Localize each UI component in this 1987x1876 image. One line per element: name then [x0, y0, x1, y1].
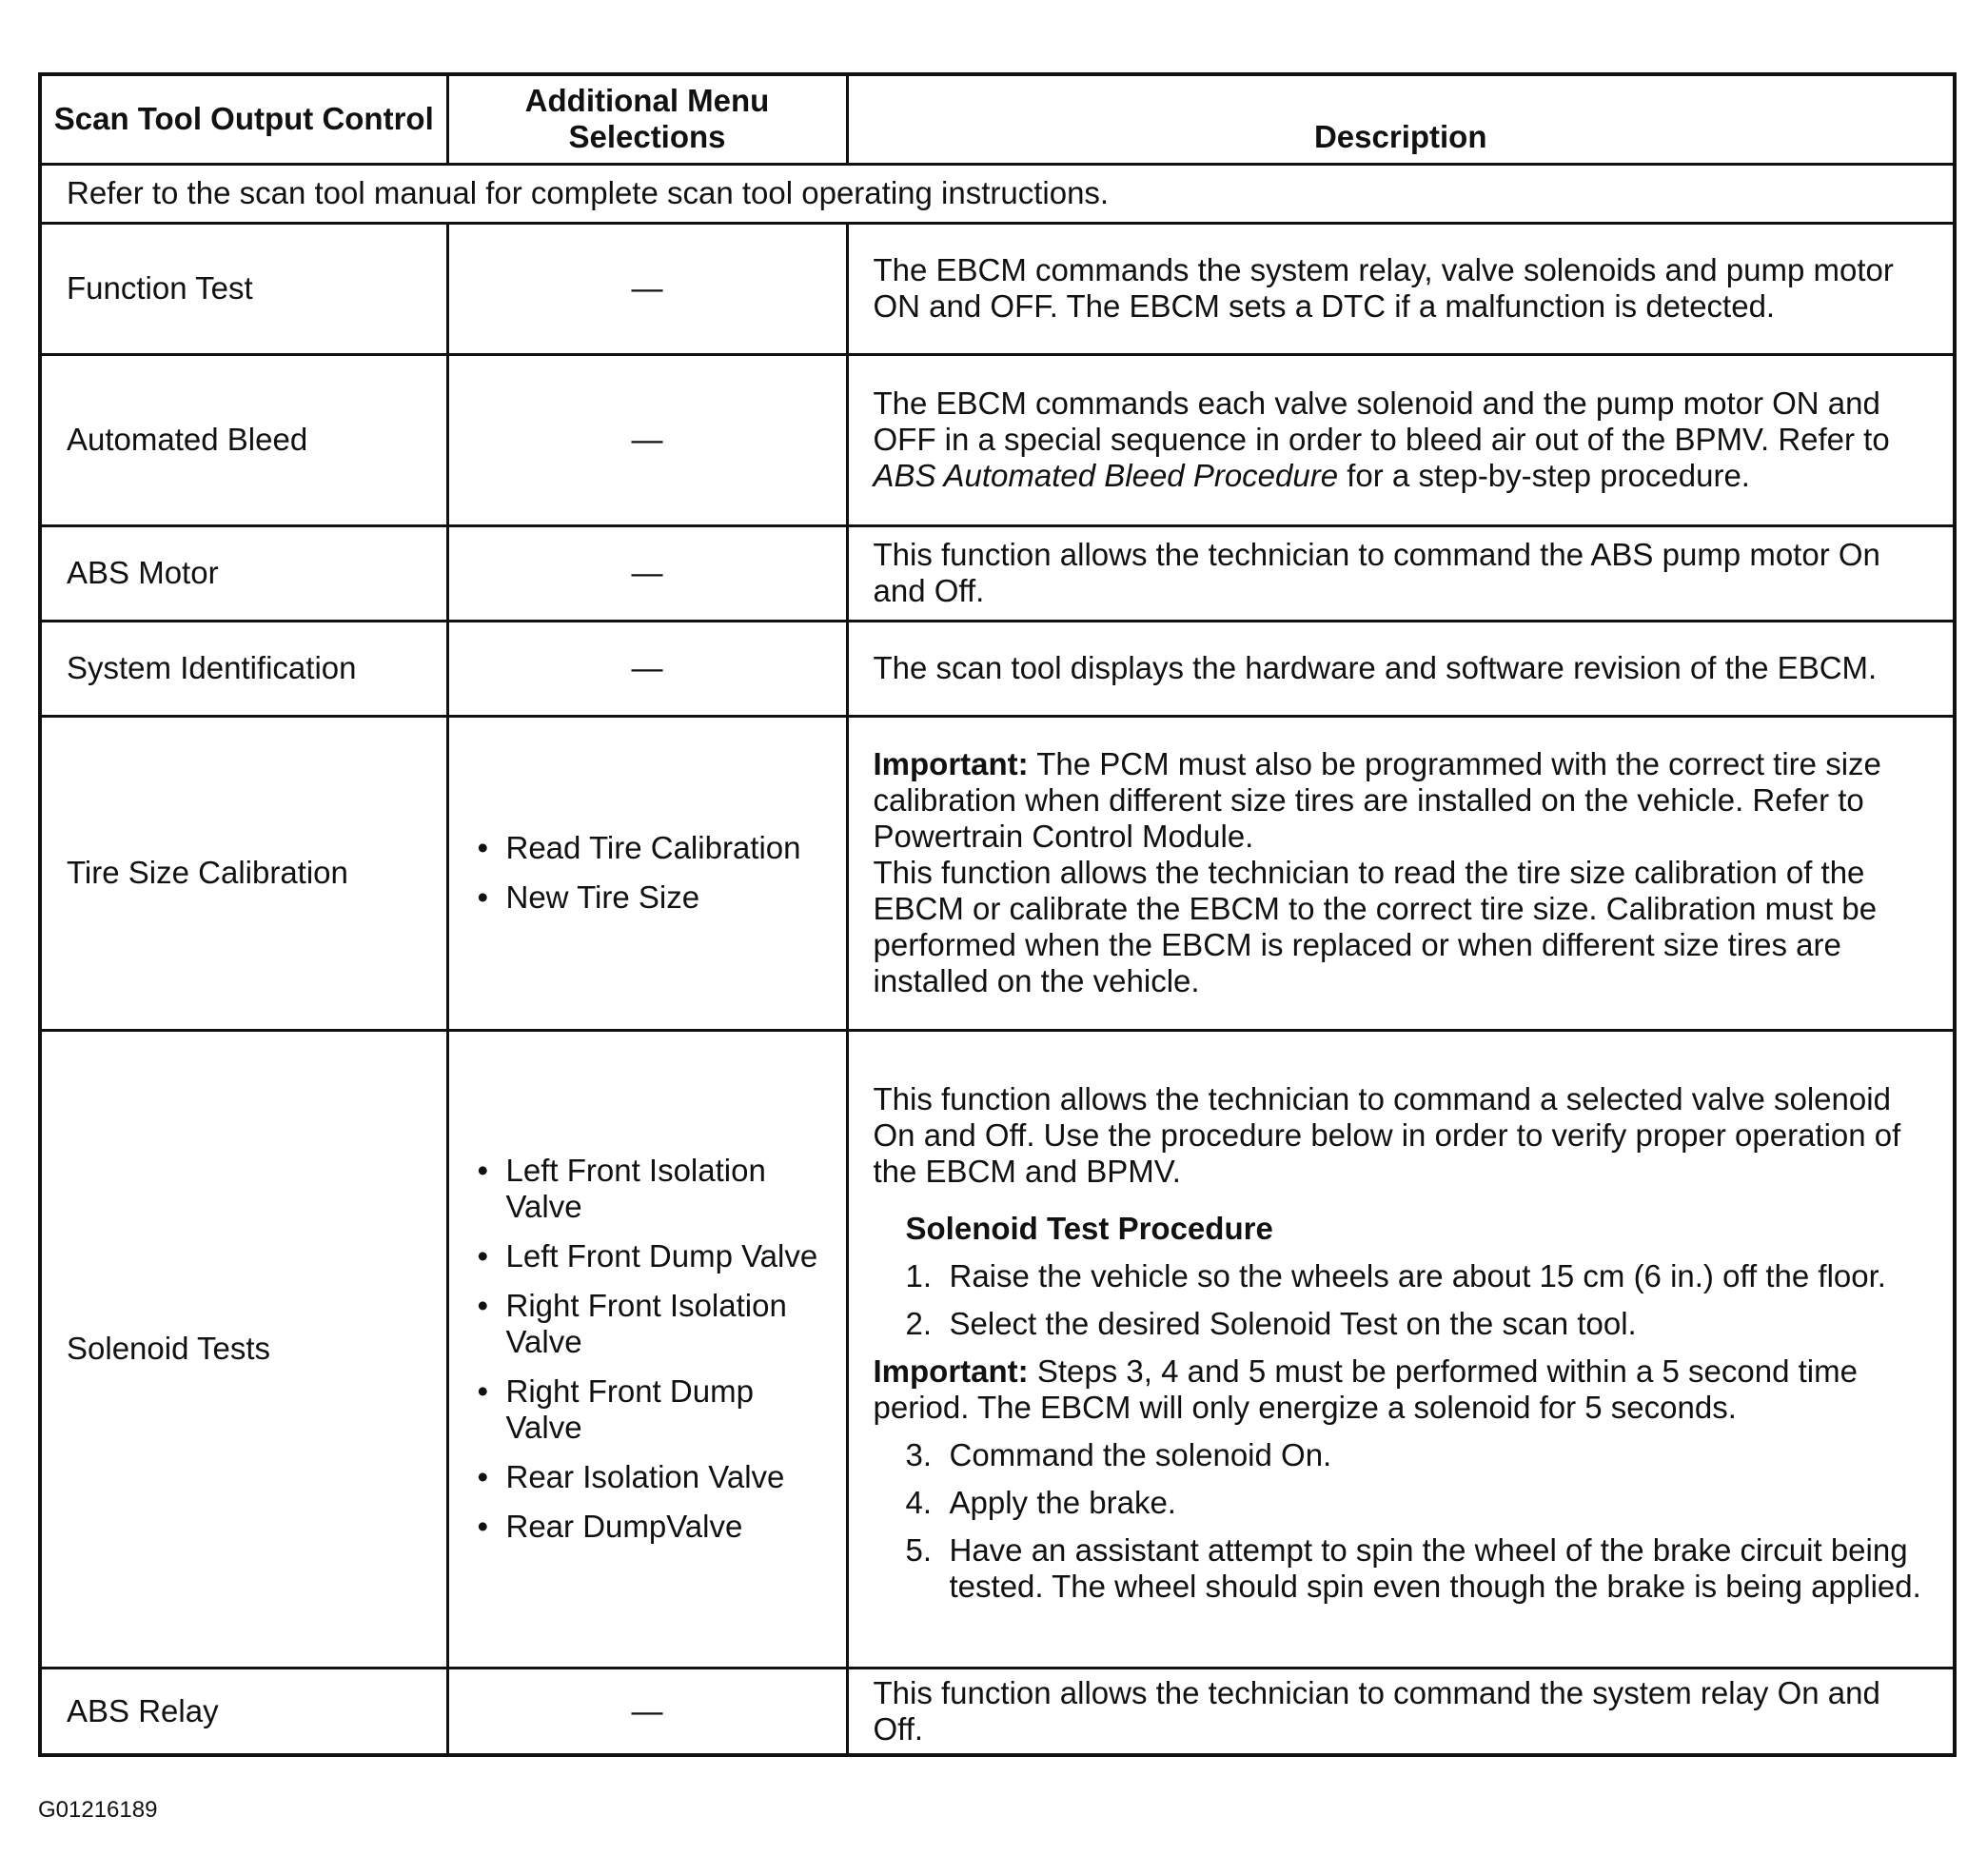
menu-selections-cell	[447, 1030, 847, 1668]
description-text: This function allows the technician to command the ABS pump motor On and Off.	[873, 537, 1880, 608]
menu-selections-cell	[447, 716, 847, 1030]
list-item	[474, 1153, 821, 1225]
procedure-steps	[874, 1437, 1929, 1605]
procedure-title: Solenoid Test Procedure	[905, 1211, 1273, 1246]
control-name: ABS Relay	[40, 1668, 447, 1755]
table-row	[40, 354, 1955, 525]
list-item	[474, 1509, 821, 1545]
control-name: Function Test	[40, 223, 447, 354]
menu-item-label: Left Front Dump Valve	[505, 1238, 818, 1274]
description-text: This function allows the technician to read the tire size calibration of the EBCM or calibrate the EBCM to the correct tire size. Calibration must be performed when the EBCM is replaced or when different size tires are installed on the vehicle.	[873, 855, 1878, 998]
bullet-icon: •	[477, 830, 489, 865]
important-label: Important:	[873, 746, 1029, 781]
bullet-icon: •	[477, 1153, 489, 1188]
table-row	[40, 223, 1955, 354]
menu-dash: —	[447, 354, 847, 525]
menu-dash: —	[447, 223, 847, 354]
description-text: This function allows the technician to command the system relay On and Off.	[873, 1674, 1880, 1747]
menu-item-label: Read Tire Calibration	[505, 830, 801, 865]
list-item	[474, 1288, 821, 1360]
step-text: Have an assistant attempt to spin the wheel of the brake circuit being tested. The wheel should spin even though the brake is being applied.	[949, 1532, 1921, 1604]
control-name: Automated Bleed	[40, 354, 447, 525]
step-number: 2.	[905, 1306, 933, 1341]
bullet-icon: •	[477, 879, 489, 915]
table-note: Refer to the scan tool manual for complete scan tool operating instructions.	[40, 164, 1955, 223]
menu-selection-list	[474, 830, 821, 916]
description-cell	[847, 525, 1955, 621]
important-text: Steps 3, 4 and 5 must be performed within a 5 second time period. The EBCM will only energize a solenoid for 5 seconds.	[873, 1353, 1858, 1425]
scan-tool-output-table	[38, 72, 1957, 1757]
step-number: 3.	[905, 1437, 933, 1472]
table-row	[40, 1668, 1955, 1755]
list-item	[474, 830, 821, 866]
list-item	[474, 1373, 821, 1446]
menu-dash: —	[447, 1668, 847, 1755]
bullet-icon: •	[477, 1509, 489, 1544]
list-item	[474, 1238, 821, 1274]
menu-dash: —	[447, 621, 847, 716]
control-name: System Identification	[40, 621, 447, 716]
menu-item-label: Rear DumpValve	[505, 1509, 743, 1544]
description-text: The EBCM commands the system relay, valve solenoids and pump motor ON and OFF. The EBCM sets a DTC if a malfunction is detected.	[873, 252, 1894, 324]
step-number: 5.	[905, 1532, 933, 1568]
procedure-step	[874, 1532, 1929, 1605]
bullet-icon: •	[477, 1373, 489, 1409]
procedure-step	[874, 1306, 1929, 1342]
table-row	[40, 716, 1955, 1030]
table-row	[40, 1030, 1955, 1668]
menu-dash: —	[447, 525, 847, 621]
description-cell	[847, 716, 1955, 1030]
bullet-icon: •	[477, 1288, 489, 1323]
important-label: Important:	[873, 1353, 1029, 1389]
control-name: Tire Size Calibration	[40, 716, 447, 1030]
procedure-step	[874, 1437, 1929, 1473]
procedure-step	[874, 1258, 1929, 1294]
header-description: Description	[847, 74, 1955, 164]
control-name: Solenoid Tests	[40, 1030, 447, 1668]
control-name: ABS Motor	[40, 525, 447, 621]
description-text: This function allows the technician to command a selected valve solenoid On and Off. Use the procedure below in order to verify proper operation of the EBCM and BPMV.	[873, 1081, 1901, 1189]
description-cell	[847, 1668, 1955, 1755]
list-item	[474, 879, 821, 916]
description-pre: The EBCM commands each valve solenoid and the pump motor ON and OFF in a special sequence in order to bleed air out of the BPMV. Refer to	[873, 385, 1890, 457]
important-note	[874, 746, 1929, 855]
step-text: Command the solenoid On.	[949, 1437, 1332, 1472]
description-cell	[847, 1030, 1955, 1668]
list-item	[474, 1459, 821, 1495]
menu-item-label: Right Front Dump Valve	[505, 1373, 754, 1445]
menu-selection-list	[474, 1153, 821, 1545]
menu-item-label: New Tire Size	[505, 879, 700, 915]
description-cell	[847, 621, 1955, 716]
table-header-row	[40, 74, 1955, 164]
procedure-steps	[874, 1258, 1929, 1342]
description-text: The scan tool displays the hardware and software revision of the EBCM.	[873, 650, 1878, 685]
menu-item-label: Right Front Isolation Valve	[505, 1288, 787, 1359]
table-row	[40, 525, 1955, 621]
description-post: for a step-by-step procedure.	[1338, 458, 1750, 493]
bleed-procedure-reference: ABS Automated Bleed Procedure	[873, 458, 1339, 493]
step-number: 1.	[905, 1258, 933, 1293]
description-text	[874, 385, 1929, 494]
header-menu-selections: Additional Menu Selections	[447, 74, 847, 164]
table-note-row	[40, 164, 1955, 223]
procedure-step	[874, 1485, 1929, 1521]
important-text: The PCM must also be programmed with the correct tire size calibration when different size tires are installed on the vehicle. Refer to Powertrain Control Module.	[873, 746, 1881, 854]
bullet-icon: •	[477, 1459, 489, 1494]
step-number: 4.	[905, 1485, 933, 1520]
step-text: Apply the brake.	[949, 1485, 1176, 1520]
menu-item-label: Left Front Isolation Valve	[505, 1153, 766, 1224]
step-text: Raise the vehicle so the wheels are about 15 cm (6 in.) off the floor.	[949, 1258, 1886, 1293]
figure-code: G01216189	[38, 1797, 158, 1823]
header-output-control: Scan Tool Output Control	[40, 74, 447, 164]
description-cell	[847, 223, 1955, 354]
bullet-icon: •	[477, 1238, 489, 1274]
description-cell	[847, 354, 1955, 525]
step-text: Select the desired Solenoid Test on the scan tool.	[949, 1306, 1637, 1341]
table-row	[40, 621, 1955, 716]
menu-item-label: Rear Isolation Valve	[505, 1459, 785, 1494]
important-note	[874, 1353, 1929, 1426]
